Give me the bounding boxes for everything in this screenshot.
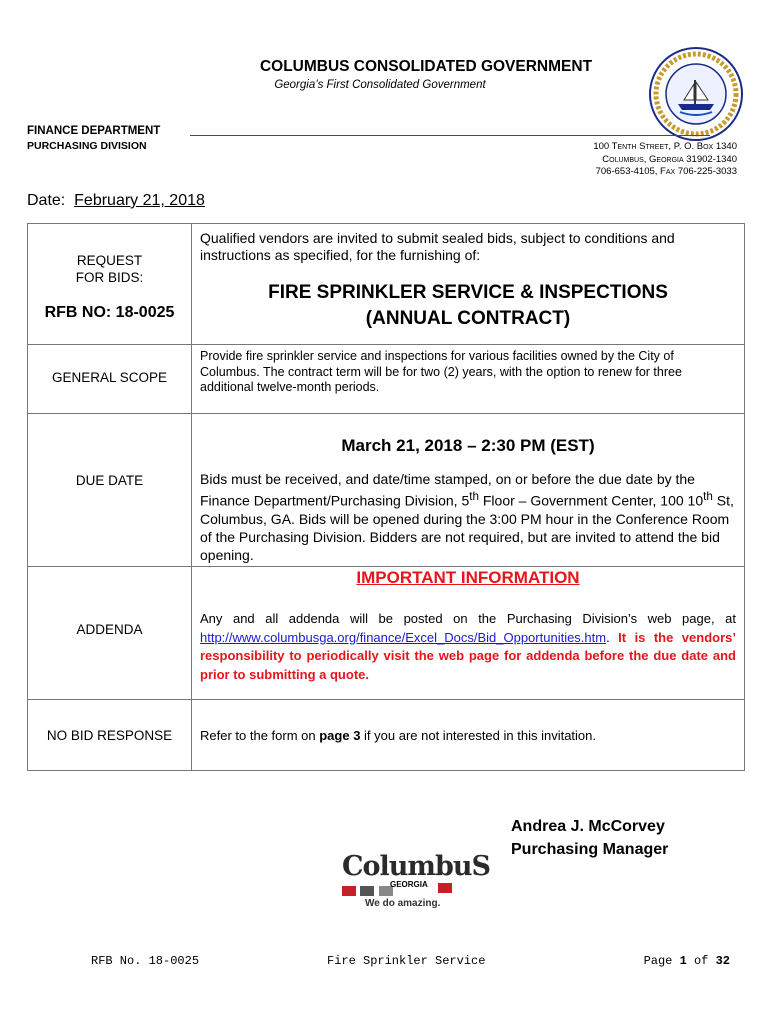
no-bid-text-part: if you are not interested in this invitation.: [360, 727, 596, 743]
no-bid-text: [200, 728, 736, 743]
scope-content-cell: [192, 345, 745, 414]
scope-text: Provide fire sprinkler service and inspections for various facilities owned by the City of Columbus. The contract term will be for two (2) years, with the option to renew for three additional twelve-month periods.: [200, 349, 682, 394]
logo-word: ColumbuS: [342, 851, 490, 882]
due-text: St, Columbus, GA. Bids will be opened during the 3:00 PM hour in the Conference Room of the Purchasing Division. Bidders are not required, but are invited to attend the bid opening.: [200, 492, 734, 563]
address-line: 706-653-4105, Fax 706-225-3033: [595, 166, 737, 177]
nobid-label-cell: [28, 700, 192, 771]
signature-block: [511, 815, 668, 861]
bid-info-table: [27, 223, 745, 771]
addenda-content-cell: [192, 567, 745, 700]
due-datetime: March 21, 2018 – 2:30 PM (EST): [341, 436, 595, 455]
bid-subtitle: (ANNUAL CONTRACT): [365, 308, 571, 329]
scope-label-cell: [28, 345, 192, 414]
nobid-content-cell: [192, 700, 745, 771]
due-date-label: DUE DATE: [75, 473, 144, 488]
division-name: PURCHASING DIVISION: [27, 140, 147, 152]
department-name: FINANCE DEPARTMENT: [27, 125, 161, 137]
no-bid-label: NO BID RESPONSE: [46, 727, 173, 743]
due-label-cell: [28, 414, 192, 567]
logo-block-icon: [360, 886, 374, 896]
addenda-label: ADDENDA: [76, 622, 143, 637]
address-line: 100 Tenth Street, P. O. Box 1340: [593, 141, 737, 152]
signer-name: Andrea J. McCorvey: [511, 818, 665, 835]
addenda-text-block: [200, 610, 736, 684]
table-row: [28, 700, 745, 771]
bid-title: FIRE SPRINKLER SERVICE & INSPECTIONS: [268, 282, 668, 303]
logo-block-icon: [342, 886, 356, 896]
no-bid-text-part: Refer to the form on: [200, 727, 320, 743]
rfb-number: RFB NO: 18-0025: [44, 304, 175, 321]
org-title: COLUMBUS CONSOLIDATED GOVERNMENT: [259, 58, 593, 75]
request-label-cell: [28, 224, 192, 345]
header-rule: [190, 135, 710, 136]
due-instructions: [200, 470, 736, 564]
date-value: February 21, 2018: [74, 192, 205, 209]
request-label: REQUEST: [76, 253, 143, 268]
due-sup: th: [469, 490, 479, 503]
due-content-cell: [192, 414, 745, 567]
addenda-text: Any and all addenda will be posted on the Purchasing Division’s web page, at: [200, 611, 736, 626]
date-label: Date: [27, 192, 61, 209]
table-row: [28, 567, 745, 700]
important-heading: IMPORTANT INFORMATION: [356, 568, 580, 587]
due-sup: th: [703, 490, 713, 503]
addenda-link[interactable]: http://www.columbusga.org/finance/Excel_Docs/Bid_Opportunities.htm: [200, 629, 607, 645]
city-seal-icon: [648, 46, 744, 142]
address-line: Columbus, Georgia 31902-1340: [602, 153, 737, 165]
page-number: 1: [679, 954, 687, 968]
logo-state: GEORGIA: [390, 880, 428, 889]
addenda-label-cell: [28, 567, 192, 700]
addenda-warning: It is the vendors’ responsibility to periodically visit the web page for addenda before the due date and prior to submitting a quote.: [200, 629, 736, 682]
page-total: 32: [715, 954, 730, 968]
due-text: Bids must be received, and date/time stamped, on or before the due date by the Finance Department/Purchasing Division, 5: [200, 471, 695, 509]
table-row: [28, 414, 745, 567]
table-row: [28, 224, 745, 345]
addenda-text: .: [606, 629, 610, 645]
of-word: of: [693, 954, 709, 968]
request-label: FOR BIDS:: [75, 270, 144, 285]
org-subtitle: Georgia’s First Consolidated Government: [274, 79, 486, 91]
logo-block-icon: [438, 883, 452, 893]
footer-page: [644, 954, 730, 968]
signer-title: Purchasing Manager: [511, 841, 669, 858]
footer-rfb: RFB No. 18-0025: [91, 954, 200, 968]
table-row: [28, 345, 745, 414]
address-block: [593, 141, 737, 179]
logo-tagline: We do amazing.: [365, 898, 441, 909]
footer-title: Fire Sprinkler Service: [327, 954, 486, 968]
request-content-cell: [192, 224, 745, 345]
due-text: Floor – Government Center, 100 10: [478, 492, 704, 509]
scope-label: GENERAL SCOPE: [51, 370, 168, 385]
date-line: Date: February 21, 2018: [27, 192, 205, 209]
no-bid-page-ref: page 3: [319, 727, 361, 743]
request-intro: Qualified vendors are invited to submit sealed bids, subject to conditions and instructions as specified, for the furnishing of:: [200, 230, 675, 263]
page-word: Page: [643, 954, 673, 968]
